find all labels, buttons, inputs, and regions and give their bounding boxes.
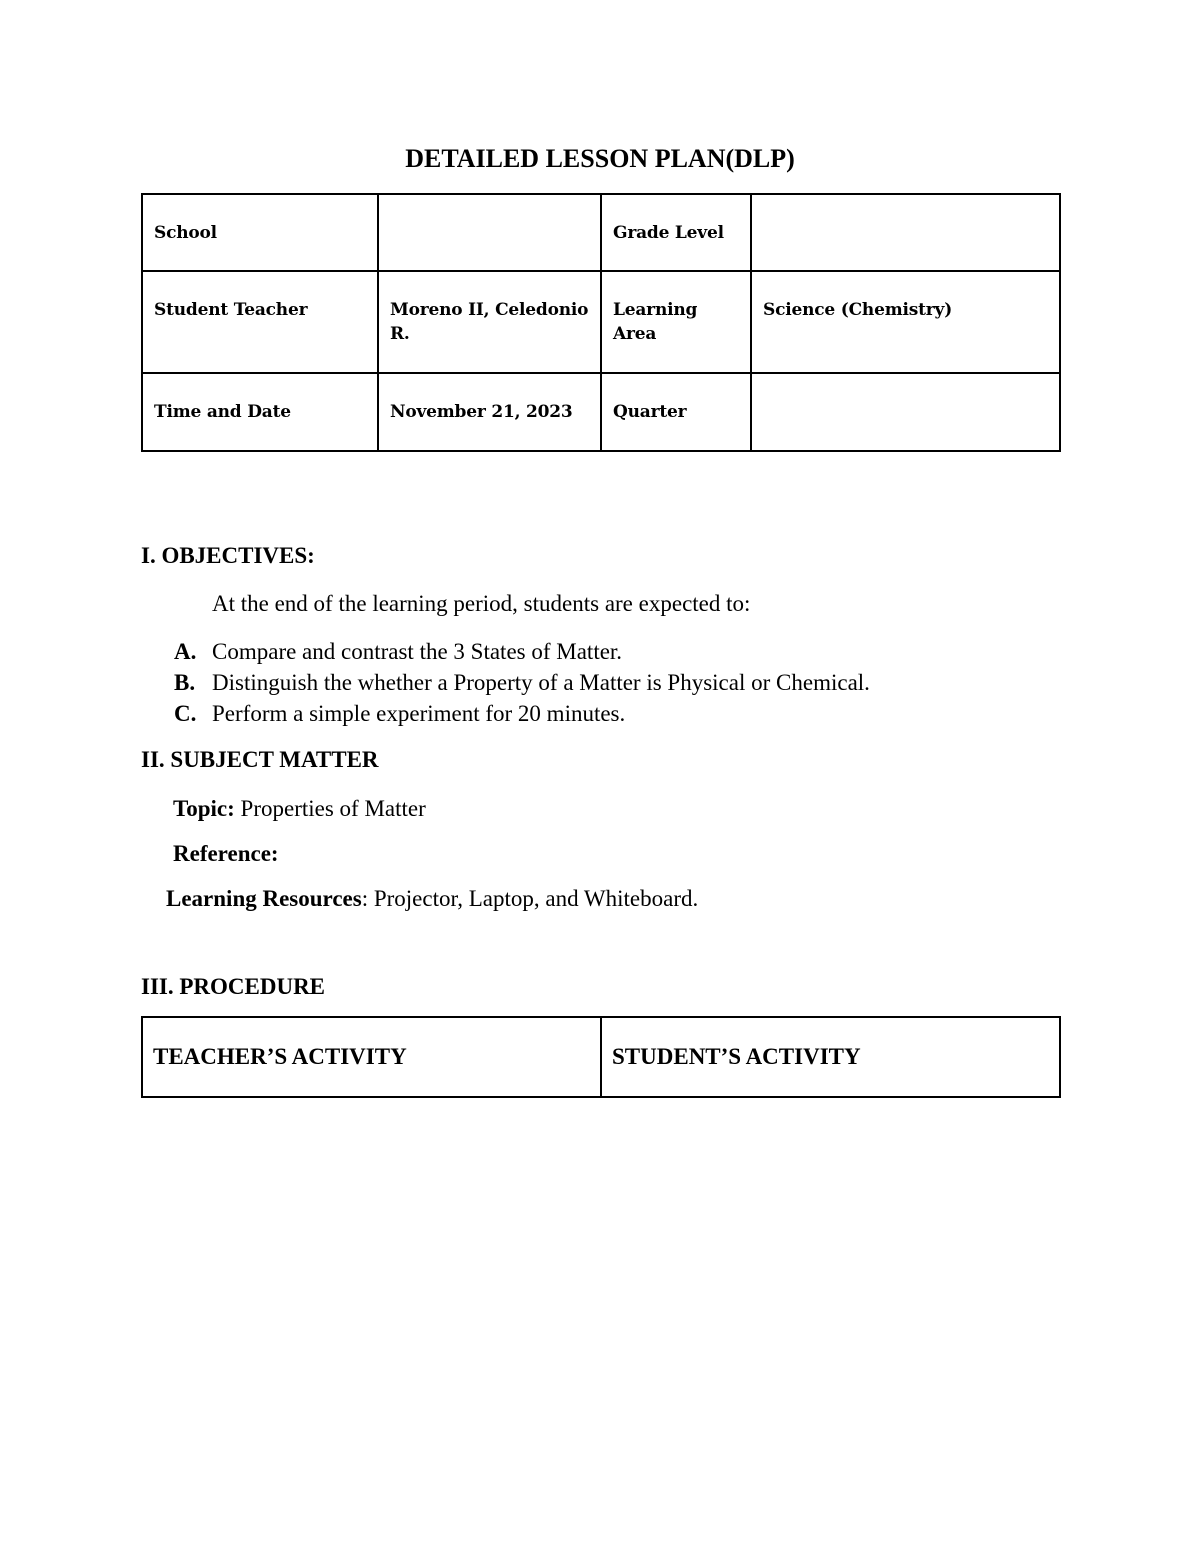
topic-line (173, 795, 426, 823)
topic-value: Properties of Matter (234, 796, 426, 821)
procedure-table (141, 1016, 1061, 1098)
table-cell (378, 194, 601, 271)
lesson-info-table (141, 193, 1061, 452)
objective-text: Distinguish the whether a Property of a Matter is Physical or Chemical. (212, 670, 870, 695)
column-header-teacher: TEACHER’S ACTIVITY (142, 1017, 601, 1097)
topic-label: Topic: (173, 796, 235, 821)
page-title: DETAILED LESSON PLAN(DLP) (405, 144, 795, 173)
list-marker: A. (174, 639, 197, 664)
table-cell: School (142, 194, 378, 271)
list-marker: B. (174, 670, 196, 695)
list-item (174, 667, 870, 698)
subject-matter-heading: II. SUBJECT MATTER (141, 747, 379, 772)
table-cell (751, 373, 1060, 451)
table-cell: Science (Chemistry) (751, 271, 1060, 373)
table-cell: Moreno II, Celedonio R. (378, 271, 601, 373)
objectives-heading: I. OBJECTIVES: (141, 543, 315, 568)
objectives-intro: At the end of the learning period, students are expected to: (212, 591, 751, 616)
table-row (142, 194, 1060, 271)
list-item (174, 636, 870, 667)
resources-value: : Projector, Laptop, and Whiteboard. (361, 886, 699, 911)
table-row (142, 373, 1060, 451)
list-item (174, 698, 870, 729)
column-header-student: STUDENT’S ACTIVITY (601, 1017, 1060, 1097)
objective-text: Perform a simple experiment for 20 minutes. (212, 701, 626, 726)
procedure-heading: III. PROCEDURE (141, 974, 326, 999)
table-cell: Time and Date (142, 373, 378, 451)
table-cell: Learning Area (601, 271, 751, 373)
table-header-row (142, 1017, 1060, 1097)
list-marker: C. (174, 701, 197, 726)
table-row (142, 271, 1060, 373)
table-cell: Grade Level (601, 194, 751, 271)
table-cell: Student Teacher (142, 271, 378, 373)
resources-label: Learning Resources (166, 886, 362, 911)
reference-label: Reference: (173, 841, 279, 866)
table-cell: Quarter (601, 373, 751, 451)
table-cell (751, 194, 1060, 271)
resources-line (166, 885, 698, 913)
reference-line (173, 840, 279, 868)
objectives-list (174, 636, 870, 729)
table-cell: November 21, 2023 (378, 373, 601, 451)
objective-text: Compare and contrast the 3 States of Matter. (212, 639, 623, 664)
